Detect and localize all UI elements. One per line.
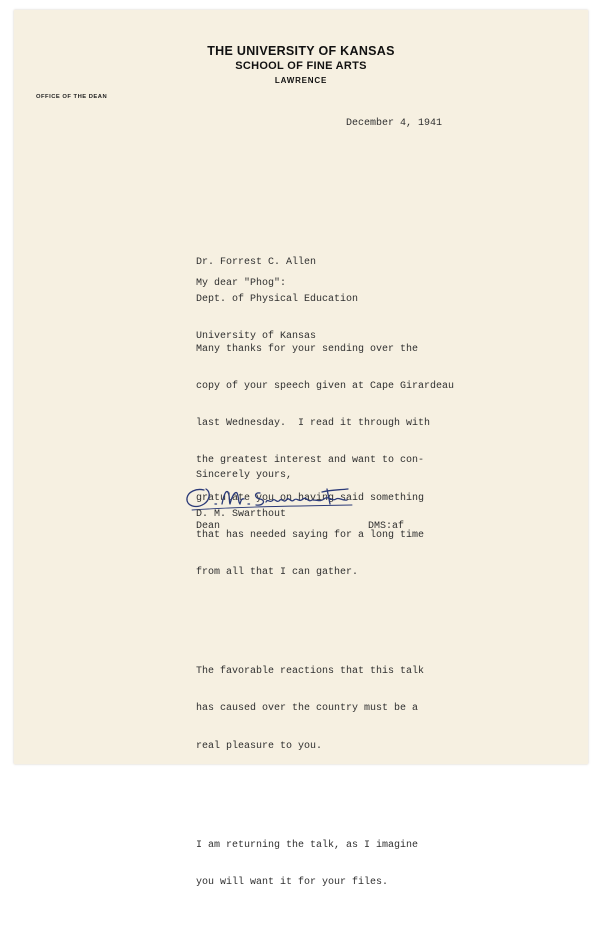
- complimentary-close: Sincerely yours,: [196, 470, 293, 481]
- salutation: My dear "Phog":: [196, 278, 287, 289]
- recipient-line: Dr. Forrest C. Allen: [196, 256, 317, 268]
- recipient-line: University of Kansas: [196, 331, 317, 343]
- body-line: the greatest interest and want to con-: [196, 455, 425, 467]
- body-paragraph: [196, 641, 454, 777]
- letterhead-office: OFFICE OF THE DEAN: [36, 94, 108, 100]
- letter-body: [196, 294, 454, 951]
- letterhead-school: SCHOOL OF FINE ARTS: [235, 60, 367, 72]
- body-paragraph: [196, 815, 454, 914]
- signer-name: D. M. Swarthout: [196, 509, 287, 520]
- body-line: Many thanks for your sending over the: [196, 343, 419, 355]
- body-line: from all that I can gather.: [196, 566, 359, 578]
- body-paragraph: [196, 319, 454, 604]
- body-line: last Wednesday. I read it through with: [196, 418, 431, 430]
- reference-initials: DMS:af: [368, 521, 405, 532]
- letterhead-university: THE UNIVERSITY OF KANSAS: [207, 44, 395, 58]
- body-line: has caused over the country must be a: [196, 703, 419, 715]
- body-line: gratulate you on having said something: [196, 492, 425, 504]
- letterhead-city: LAWRENCE: [274, 76, 328, 85]
- signer-title: Dean: [196, 521, 221, 532]
- body-line: you will want it for your files.: [196, 877, 389, 889]
- recipient-line: Dept. of Physical Education: [196, 294, 359, 306]
- letter-date: December 4, 1941: [346, 118, 443, 129]
- body-line: I am returning the talk, as I imagine: [196, 839, 419, 851]
- letter-page: [14, 10, 588, 889]
- body-line: real pleasure to you.: [196, 740, 323, 752]
- body-line: copy of your speech given at Cape Girardeau: [196, 380, 455, 392]
- body-line: that has needed saying for a long time: [196, 529, 425, 541]
- body-line: The favorable reactions that this talk: [196, 666, 425, 678]
